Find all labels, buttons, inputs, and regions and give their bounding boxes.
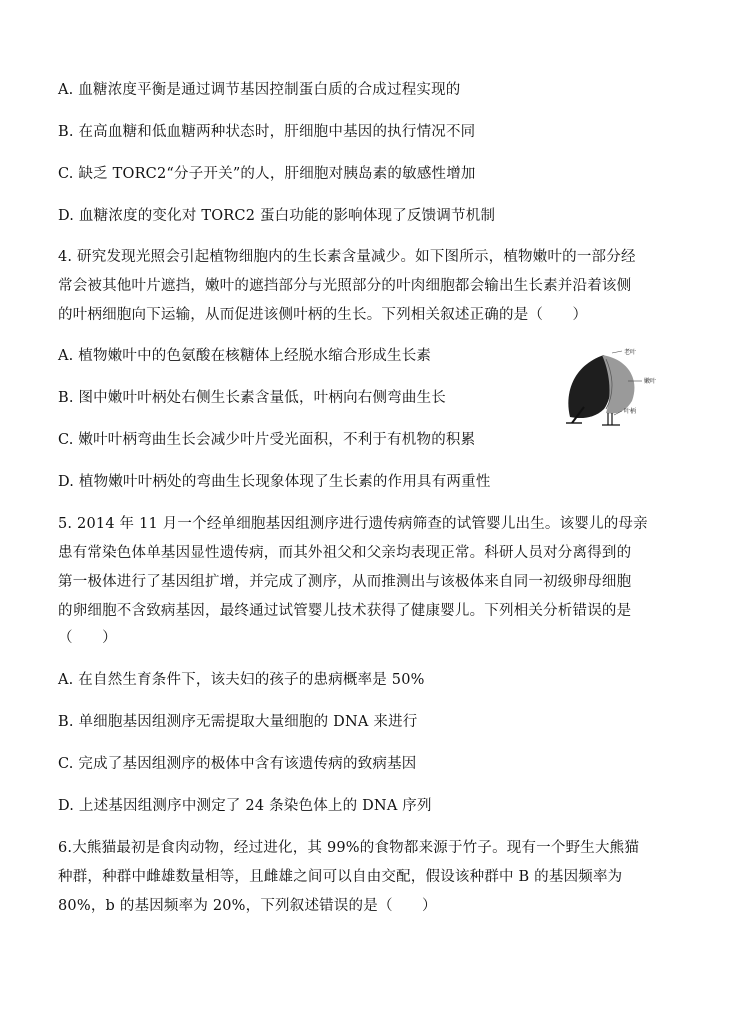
q6-stem-line-1: 6.大熊猫最初是食肉动物，经过进化，其 99%的食物都来源于竹子。现有一个野生大熊猫 — [58, 840, 640, 856]
q6-stem-line-2: 种群，种群中雌雄数量相等，且雌雄之间可以自由交配，假设该种群中 B 的基因频率为 — [58, 869, 623, 885]
petiole-label: 叶柄 — [624, 408, 637, 415]
q4-stem-line-3: 的叶柄细胞向下运输，从而促进该侧叶柄的生长。下列相关叙述正确的是（ ） — [58, 307, 588, 323]
q3-option-c: C. 缺乏 TORC2“分子开关”的人，肝细胞对胰岛素的敏感性增加 — [58, 166, 476, 182]
q6-stem-line-3: 80%，b 的基因频率为 20%，下列叙述错误的是（ ） — [58, 898, 437, 914]
q5-option-b: B. 单细胞基因组测序无需提取大量细胞的 DNA 来进行 — [58, 714, 418, 730]
q3-option-a: A. 血糖浓度平衡是通过调节基因控制蛋白质的合成过程实现的 — [58, 82, 461, 98]
q5-option-d: D. 上述基因组测序中测定了 24 条染色体上的 DNA 序列 — [58, 798, 432, 814]
q4-option-c: C. 嫩叶叶柄弯曲生长会减少叶片受光面积，不利于有机物的积累 — [58, 432, 476, 448]
q5-stem-line-5: （ ） — [58, 630, 117, 646]
old-leaf-label: 老叶 — [624, 349, 637, 356]
q5-stem-line-4: 的卵细胞不含致病基因，最终通过试管婴儿技术获得了健康婴儿。下列相关分析错误的是 — [58, 603, 632, 619]
q4-stem-line-2: 常会被其他叶片遮挡，嫩叶的遮挡部分与光照部分的叶肉细胞都会输出生长素并沿着该侧 — [58, 278, 632, 294]
q4-option-a: A. 植物嫩叶中的色氨酸在核糖体上经脱水缩合形成生长素 — [58, 348, 432, 364]
q5-option-a: A. 在自然生育条件下，该夫妇的孩子的患病概率是 50% — [58, 672, 425, 688]
leaf-figure — [562, 347, 682, 427]
q4-option-d: D. 植物嫩叶叶柄处的弯曲生长现象体现了生长素的作用具有两重性 — [58, 474, 491, 490]
q3-option-d: D. 血糖浓度的变化对 TORC2 蛋白功能的影响体现了反馈调节机制 — [58, 208, 496, 224]
q5-stem-line-1: 5. 2014 年 11 月一个经单细胞基因组测序进行遗传病筛查的试管婴儿出生。该婴儿的母亲 — [58, 516, 648, 532]
young-leaf-label: 嫩叶 — [644, 378, 657, 385]
q5-stem-line-3: 第一极体进行了基因组扩增，并完成了测序，从而推测出与该极体来自同一初级卵母细胞 — [58, 574, 632, 590]
q4-stem-line-1: 4. 研究发现光照会引起植物细胞内的生长素含量减少。如下图所示，植物嫩叶的一部分经 — [58, 249, 636, 265]
q5-stem-line-2: 患有常染色体单基因显性遗传病，而其外祖父和父亲均表现正常。科研人员对分离得到的 — [58, 545, 632, 561]
q4-option-b: B. 图中嫩叶叶柄处右侧生长素含量低，叶柄向右侧弯曲生长 — [58, 390, 446, 406]
q3-option-b: B. 在高血糖和低血糖两种状态时，肝细胞中基因的执行情况不同 — [58, 124, 476, 140]
old-leaf-shape — [568, 355, 610, 418]
q5-option-c: C. 完成了基因组测序的极体中含有该遗传病的致病基因 — [58, 756, 417, 772]
